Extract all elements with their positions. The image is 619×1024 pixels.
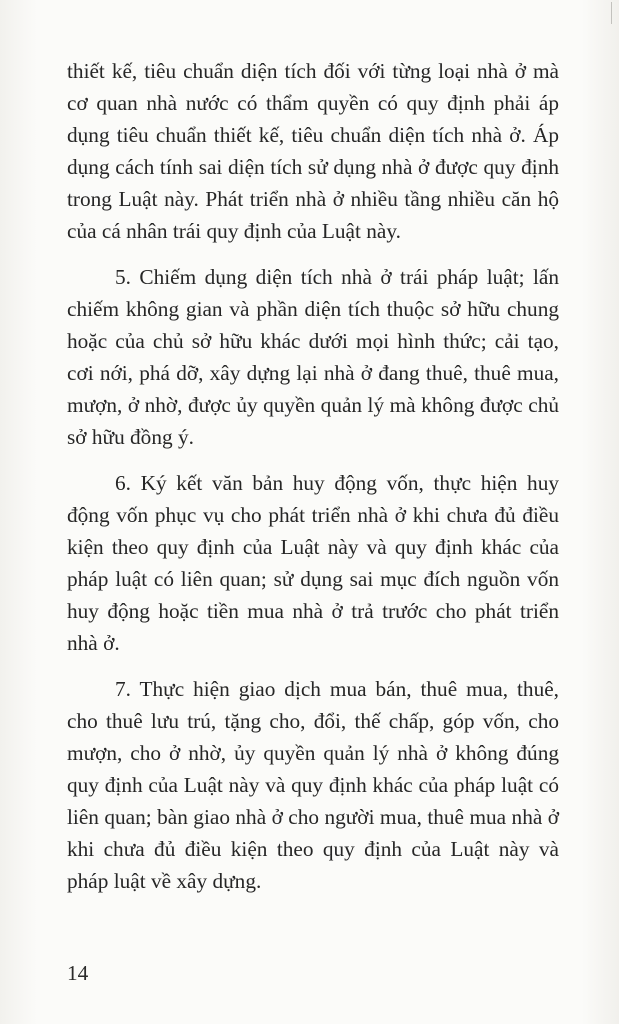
text-line: động vốn phục vụ cho phát triển nhà ở khi chưa đủ điều — [67, 503, 559, 527]
paragraph-continuation — [67, 55, 559, 247]
page-number: 14 — [67, 961, 89, 985]
text-line: cơi nới, phá dỡ, xây dựng lại nhà ở đang thuê, thuê mua, — [67, 361, 559, 385]
paragraph-item-5 — [67, 261, 559, 453]
text-line: huy động hoặc tiền mua nhà ở trả trước cho phát triển — [67, 599, 559, 623]
text-line: mượn, ở nhờ, được ủy quyền quản lý mà không được — [67, 393, 523, 417]
text-line: có liên quan; bàn giao nhà ở cho người mua, thuê mua — [67, 773, 559, 829]
text-line: kiện theo quy định của Luật này và quy định khác của — [67, 535, 559, 559]
text-line: dụng tiêu chuẩn thiết kế, tiêu chuẩn diện tích nhà ở. Áp — [67, 123, 559, 147]
page-body-text — [67, 55, 559, 897]
text-line: căn hộ của cá nhân trái quy định của Luật này. — [67, 187, 559, 243]
text-line: quy định của Luật này và quy định khác của pháp luật — [67, 773, 534, 797]
paragraph-item-6 — [67, 467, 559, 659]
text-line: nhà ở khi chưa đủ điều kiện theo quy định của Luật này — [67, 805, 559, 861]
text-line: cho thuê lưu trú, tặng cho, đổi, thế chấp, góp vốn, cho — [67, 709, 559, 733]
text-line: mượn, cho ở nhờ, ủy quyền quản lý nhà ở không đúng — [67, 741, 559, 765]
page-edge-mark — [611, 2, 612, 24]
text-line: chiếm không gian và phần diện tích thuộc sở hữu chung — [67, 297, 559, 321]
text-line: thiết kế, tiêu chuẩn diện tích đối với từng loại nhà ở mà — [67, 59, 559, 83]
text-line: và pháp luật về xây dựng. — [67, 837, 559, 893]
text-line: nhà ở. — [67, 631, 120, 655]
text-line: cơ quan nhà nước có thẩm quyền có quy định phải áp — [67, 91, 559, 115]
text-line: 5. Chiếm dụng diện tích nhà ở trái pháp luật; lấn — [115, 265, 559, 289]
text-line: chủ sở hữu đồng ý. — [67, 393, 560, 449]
text-line: 7. Thực hiện giao dịch mua bán, thuê mua, thuê, — [115, 677, 559, 701]
paragraph-item-7 — [67, 673, 559, 897]
text-line: 6. Ký kết văn bản huy động vốn, thực hiện huy — [115, 471, 559, 495]
text-line: pháp luật có liên quan; sử dụng sai mục đích nguồn vốn — [67, 567, 559, 591]
text-line: định trong Luật này. Phát triển nhà ở nhiều tầng nhiều — [67, 155, 559, 211]
text-line: hoặc của chủ sở hữu khác dưới mọi hình thức; cải tạo, — [67, 329, 559, 353]
text-line: dụng cách tính sai diện tích sử dụng nhà ở được quy — [67, 155, 516, 179]
